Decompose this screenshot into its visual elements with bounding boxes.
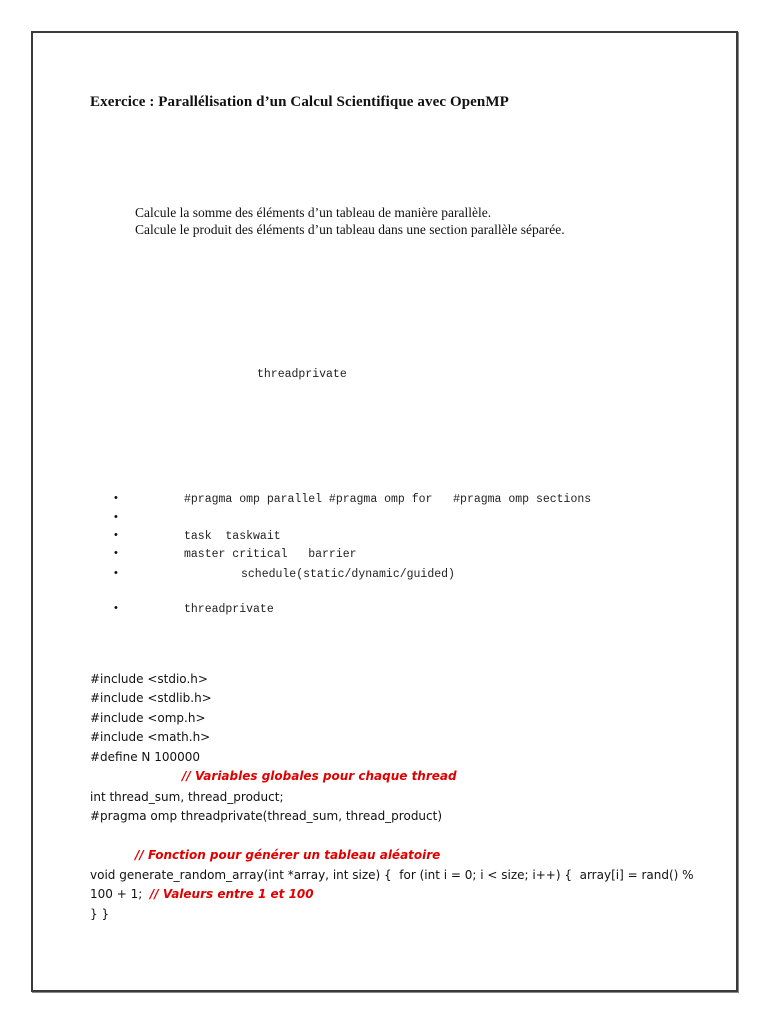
bullet-dot: • — [114, 567, 118, 579]
objective-sum: Calcule la somme des éléments d’un tableau de manière parallèle. — [135, 205, 492, 220]
code-include-math: #include <math.h> — [90, 730, 211, 744]
bullet-text-sync: master critical barrier — [184, 548, 357, 561]
code-include-stdlib: #include <stdlib.h> — [90, 691, 212, 705]
bullet-item — [0, 602, 768, 620]
bullet-dot: • — [114, 511, 118, 523]
code-include-omp: #include <omp.h> — [90, 711, 206, 725]
bullet-dot: • — [114, 547, 118, 559]
code-comment-function: // Fonction pour générer un tableau aléatoire — [135, 848, 441, 862]
bullet-item — [0, 567, 768, 585]
code-define-n: #define N 100000 — [90, 750, 201, 764]
code-function-expression: 100 + 1; — [90, 887, 143, 901]
bullet-dot: • — [114, 602, 118, 614]
code-function-line-1: void generate_random_array(int *array, int size) { for (int i = 0; i < size; i++) { array[i] = rand() % — [90, 868, 694, 882]
bullet-dot: • — [114, 492, 118, 504]
bullet-text-threadprivate: threadprivate — [184, 603, 274, 616]
code-pragma-threadprivate: #pragma omp threadprivate(thread_sum, thread_product) — [90, 809, 443, 823]
code-include-stdio: #include <stdio.h> — [90, 672, 208, 686]
threadprivate-keyword: threadprivate — [257, 368, 347, 381]
bullet-item — [0, 492, 768, 510]
bullet-text-task: task taskwait — [184, 530, 281, 543]
exercise-title: Exercice : Parallélisation d’un Calcul Scientifique avec OpenMP — [90, 94, 509, 110]
bullet-text-pragmas: #pragma omp parallel #pragma omp for #pragma omp sections — [184, 493, 592, 506]
code-comment-globals: // Variables globales pour chaque thread — [182, 769, 457, 783]
code-function-line-2 — [90, 887, 314, 901]
bullet-dot: • — [114, 529, 118, 541]
bullet-item — [0, 511, 768, 529]
code-declaration: int thread_sum, thread_product; — [90, 790, 284, 804]
bullet-text-schedule: schedule(static/dynamic/guided) — [241, 568, 455, 581]
code-closing-braces: } } — [90, 907, 110, 921]
bullet-item — [0, 529, 768, 547]
code-comment-values: // Valeurs entre 1 et 100 — [149, 887, 314, 901]
objective-product: Calcule le produit des éléments d’un tableau dans une section parallèle séparée. — [135, 222, 565, 237]
bullet-item — [0, 547, 768, 565]
